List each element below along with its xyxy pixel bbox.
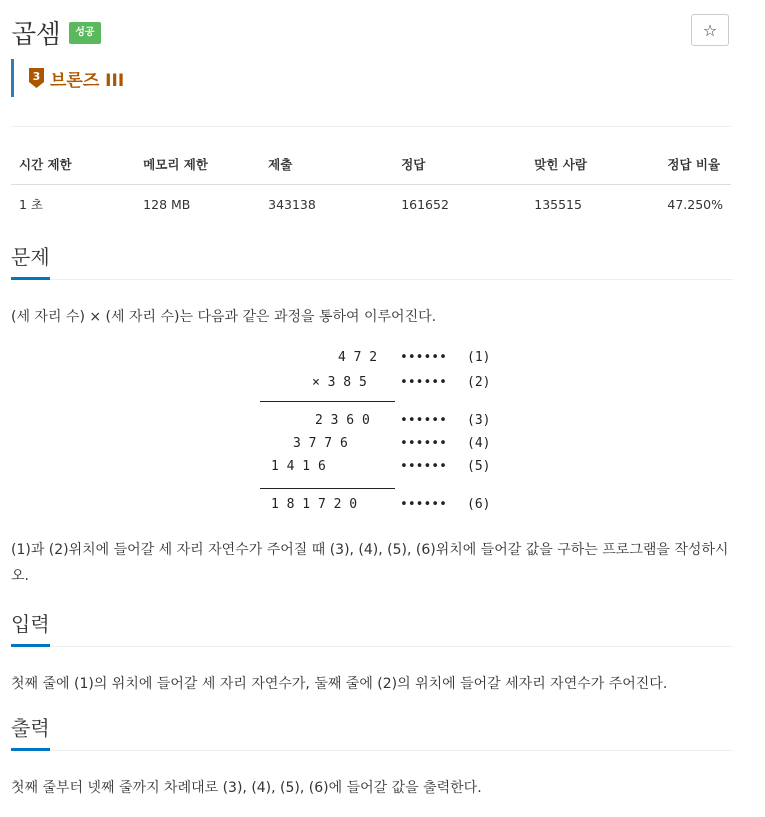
figure-digits: × 3 8 5 bbox=[312, 375, 367, 390]
figure-row bbox=[258, 459, 498, 479]
header-accept-ratio: 정답 비율 bbox=[659, 145, 731, 185]
value-solvers[interactable]: 135515 bbox=[534, 196, 582, 212]
figure-row bbox=[258, 413, 498, 433]
multiplication-figure bbox=[258, 347, 498, 517]
favorite-button[interactable] bbox=[691, 14, 729, 46]
figure-digits: 1 4 1 6 bbox=[271, 459, 326, 474]
info-header-row bbox=[11, 145, 731, 185]
figure-label: (3) bbox=[467, 413, 491, 428]
description-title: 문제 bbox=[11, 241, 50, 280]
description-outro-line: (1)과 (2)위치에 들어갈 세 자리 자연수가 주어질 때 (3), (4), (5), (6)위치에 들어갈 값을 구하는 프로그램을 작성하시 bbox=[11, 542, 729, 558]
figure-rule bbox=[260, 488, 395, 489]
figure-dots: •••••• bbox=[400, 459, 447, 474]
figure-row bbox=[258, 436, 498, 456]
header-time-limit: 시간 제한 bbox=[11, 145, 135, 185]
figure-label: (6) bbox=[467, 497, 491, 512]
figure-digits: 2 3 6 0 bbox=[315, 413, 370, 428]
value-time-limit: 1 초 bbox=[19, 197, 44, 212]
output-title: 출력 bbox=[11, 712, 50, 751]
input-title: 입력 bbox=[11, 608, 50, 647]
description-intro: (세 자리 수) × (세 자리 수)는 다음과 같은 과정을 통하여 이루어진다. bbox=[11, 309, 437, 325]
figure-dots: •••••• bbox=[400, 497, 447, 512]
figure-digits: 3 7 7 6 bbox=[293, 436, 348, 451]
figure-row bbox=[258, 375, 498, 395]
value-accept-ratio: 47.250% bbox=[667, 196, 723, 212]
description-section-header bbox=[11, 241, 733, 280]
description-outro-line: 오. bbox=[11, 568, 29, 584]
header-solvers: 맞힌 사람 bbox=[526, 145, 659, 185]
header-accepted: 정답 bbox=[393, 145, 526, 185]
tier-label[interactable]: 브론즈 III bbox=[50, 70, 125, 91]
tier-number: 3 bbox=[32, 70, 41, 83]
output-section-header bbox=[11, 712, 733, 751]
figure-label: (1) bbox=[467, 350, 491, 365]
figure-label: (5) bbox=[467, 459, 491, 474]
divider bbox=[11, 126, 731, 127]
input-section-header bbox=[11, 608, 733, 647]
problem-title: 곱셈 bbox=[11, 20, 61, 50]
value-submissions[interactable]: 343138 bbox=[268, 196, 316, 212]
tier-box bbox=[11, 59, 124, 97]
figure-label: (2) bbox=[467, 375, 491, 390]
figure-row bbox=[258, 350, 498, 370]
figure-rule bbox=[260, 401, 395, 402]
figure-dots: •••••• bbox=[400, 350, 447, 365]
figure-dots: •••••• bbox=[400, 436, 447, 451]
figure-digits: 4 7 2 bbox=[338, 350, 378, 365]
figure-dots: •••••• bbox=[400, 375, 447, 390]
header-memory-limit: 메모리 제한 bbox=[135, 145, 260, 185]
value-accepted[interactable]: 161652 bbox=[401, 196, 449, 212]
star-icon: ☆ bbox=[702, 20, 718, 40]
figure-label: (4) bbox=[467, 436, 491, 451]
info-value-row bbox=[11, 185, 731, 224]
figure-dots: •••••• bbox=[400, 413, 447, 428]
bronze-tier-icon bbox=[28, 67, 45, 89]
problem-info-table bbox=[11, 145, 731, 223]
description-outro bbox=[11, 537, 733, 589]
output-description: 첫째 줄부터 넷째 줄까지 차례대로 (3), (4), (5), (6)에 들어갈 값을 출력한다. bbox=[11, 780, 482, 796]
title-row bbox=[11, 14, 101, 51]
value-memory-limit: 128 MB bbox=[143, 196, 191, 212]
status-badge: 성공 bbox=[69, 22, 100, 44]
input-description: 첫째 줄에 (1)의 위치에 들어갈 세 자리 자연수가, 둘째 줄에 (2)의 위치에 들어갈 세자리 자연수가 주어진다. bbox=[11, 676, 668, 692]
figure-digits: 1 8 1 7 2 0 bbox=[271, 497, 358, 512]
figure-row bbox=[258, 497, 498, 517]
header-submissions: 제출 bbox=[260, 145, 393, 185]
